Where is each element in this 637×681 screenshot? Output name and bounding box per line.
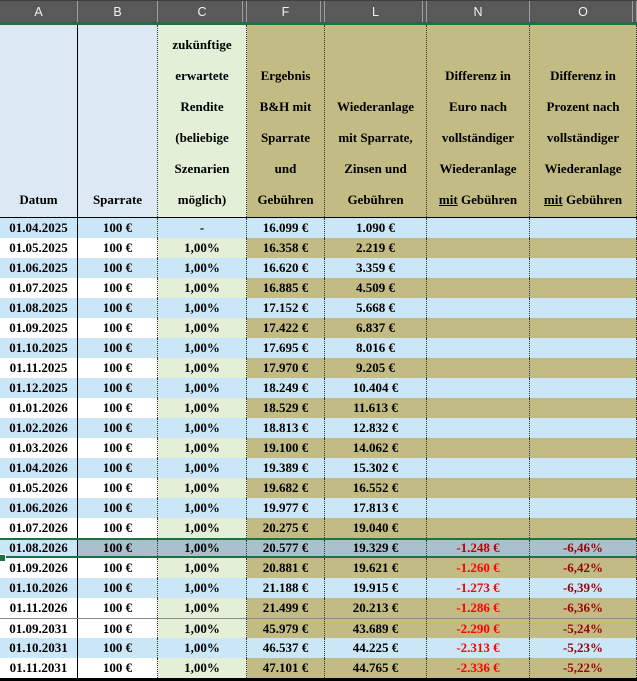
cell-wieder[interactable]: 10.404 € (325, 378, 427, 398)
cell-sparrate[interactable]: 100 € (78, 540, 158, 556)
cell-bh[interactable]: 16.099 € (247, 218, 325, 238)
cell-diff_pct[interactable] (530, 238, 637, 258)
cell-sparrate[interactable]: 100 € (78, 458, 158, 478)
table-row (0, 558, 637, 578)
cell-diff_euro[interactable] (427, 258, 530, 278)
table-row (0, 478, 637, 498)
cell-rendite[interactable]: 1,00% (158, 438, 247, 458)
cell-bh[interactable]: 21.499 € (247, 598, 325, 618)
cell-diff_pct[interactable]: -5,23% (530, 638, 637, 658)
cell-diff_euro[interactable] (427, 398, 530, 418)
cell-sparrate[interactable]: 100 € (78, 398, 158, 418)
cell-datum[interactable]: 01.11.2025 (0, 358, 78, 378)
table-row-selected (0, 538, 637, 558)
cell-bh[interactable]: 47.101 € (247, 658, 325, 678)
cell-diff_pct[interactable] (530, 318, 637, 338)
cell-rendite[interactable]: 1,00% (158, 638, 247, 658)
cell-bh[interactable]: 17.422 € (247, 318, 325, 338)
column-header-bar (0, 0, 637, 25)
table-row (0, 578, 637, 598)
cell-diff_pct[interactable] (530, 458, 637, 478)
table-row (0, 518, 637, 538)
table-row (0, 398, 637, 418)
cell-diff_euro[interactable]: -1.286 € (427, 598, 530, 618)
cell-rendite[interactable]: 1,00% (158, 278, 247, 298)
table-row (0, 218, 637, 238)
cell-rendite[interactable]: 1,00% (158, 540, 247, 556)
header-ergebnis-bh[interactable]: Ergebnis B&H mit Sparrate und Gebühren (247, 25, 325, 217)
cell-wieder[interactable]: 5.668 € (325, 298, 427, 318)
cell-rendite[interactable]: 1,00% (158, 398, 247, 418)
cell-diff_euro[interactable]: -2.336 € (427, 658, 530, 678)
cell-rendite[interactable]: 1,00% (158, 298, 247, 318)
table-row (0, 278, 637, 298)
cell-diff_euro[interactable] (427, 478, 530, 498)
header-differenz-euro[interactable]: Differenz in Euro nach vollständiger Wiederanlage mit Gebühren (427, 25, 530, 217)
cell-rendite[interactable]: 1,00% (158, 338, 247, 358)
cell-diff_pct[interactable]: -5,24% (530, 619, 637, 638)
cell-datum[interactable]: 01.09.2026 (0, 558, 78, 578)
cell-diff_euro[interactable]: -1.260 € (427, 558, 530, 578)
cell-sparrate[interactable]: 100 € (78, 558, 158, 578)
table-row (0, 458, 637, 478)
cell-wieder[interactable]: 16.552 € (325, 478, 427, 498)
cell-wieder[interactable]: 9.205 € (325, 358, 427, 378)
cell-sparrate[interactable]: 100 € (78, 418, 158, 438)
table-row (0, 418, 637, 438)
cell-sparrate[interactable]: 100 € (78, 638, 158, 658)
cell-wieder[interactable]: 4.509 € (325, 278, 427, 298)
cell-sparrate[interactable]: 100 € (78, 518, 158, 538)
cell-rendite[interactable]: 1,00% (158, 378, 247, 398)
table-row (0, 238, 637, 258)
cell-diff_euro[interactable]: -2.290 € (427, 619, 530, 638)
header-differenz-prozent[interactable]: Differenz in Prozent nach vollständiger Wiederanlage mit Gebühren (530, 25, 637, 217)
cell-diff_euro[interactable] (427, 338, 530, 358)
cell-datum[interactable]: 01.06.2025 (0, 258, 78, 278)
cell-rendite[interactable]: 1,00% (158, 478, 247, 498)
cell-rendite[interactable]: 1,00% (158, 238, 247, 258)
column-header-f[interactable]: F (247, 1, 325, 22)
cell-bh[interactable]: 21.188 € (247, 578, 325, 598)
cell-bh[interactable]: 17.970 € (247, 358, 325, 378)
cell-datum[interactable]: 01.03.2026 (0, 438, 78, 458)
cell-diff_euro[interactable] (427, 378, 530, 398)
cell-bh[interactable]: 20.275 € (247, 518, 325, 538)
cell-wieder[interactable]: 44.225 € (325, 638, 427, 658)
cell-diff_euro[interactable] (427, 358, 530, 378)
cell-datum[interactable]: 01.08.2026 (0, 540, 78, 556)
cell-datum[interactable]: 01.11.2031 (0, 658, 78, 678)
cell-rendite[interactable]: 1,00% (158, 518, 247, 538)
cell-datum[interactable]: 01.07.2026 (0, 518, 78, 538)
cell-datum[interactable]: 01.06.2026 (0, 498, 78, 518)
cell-sparrate[interactable]: 100 € (78, 258, 158, 278)
cell-wieder[interactable]: 12.832 € (325, 418, 427, 438)
cell-bh[interactable]: 46.537 € (247, 638, 325, 658)
cell-sparrate[interactable]: 100 € (78, 238, 158, 258)
cell-datum[interactable]: 01.01.2026 (0, 398, 78, 418)
cell-rendite[interactable]: 1,00% (158, 418, 247, 438)
cell-bh[interactable]: 18.529 € (247, 398, 325, 418)
cell-diff_pct[interactable] (530, 478, 637, 498)
cell-diff_euro[interactable]: -1.273 € (427, 578, 530, 598)
cell-datum[interactable]: 01.11.2026 (0, 598, 78, 618)
cell-diff_pct[interactable] (530, 438, 637, 458)
cell-datum[interactable]: 01.04.2025 (0, 218, 78, 238)
header-wiederanlage[interactable]: Wiederanlage mit Sparrate, Zinsen und Gebühren (325, 25, 427, 217)
cell-wieder[interactable]: 19.329 € (325, 540, 427, 556)
cell-wieder[interactable]: 19.915 € (325, 578, 427, 598)
table-row (0, 658, 637, 678)
table-row (0, 338, 637, 358)
cell-diff_euro[interactable] (427, 518, 530, 538)
cell-diff_pct[interactable] (530, 278, 637, 298)
cell-rendite[interactable]: 1,00% (158, 598, 247, 618)
cell-bh[interactable]: 19.682 € (247, 478, 325, 498)
cell-wieder[interactable]: 1.090 € (325, 218, 427, 238)
cell-diff_pct[interactable] (530, 518, 637, 538)
table-header-row (0, 25, 637, 218)
cell-sparrate[interactable]: 100 € (78, 358, 158, 378)
cell-wieder[interactable]: 15.302 € (325, 458, 427, 478)
cell-diff_pct[interactable]: -5,22% (530, 658, 637, 678)
header-sparrate[interactable] (78, 25, 158, 217)
column-header-o[interactable]: O (530, 1, 637, 22)
cell-bh[interactable]: 20.577 € (247, 540, 325, 556)
cell-diff_pct[interactable]: -6,46% (530, 540, 637, 556)
cell-diff_pct[interactable] (530, 338, 637, 358)
cell-bh[interactable]: 16.885 € (247, 278, 325, 298)
cell-wieder[interactable]: 43.689 € (325, 619, 427, 638)
table-row (0, 438, 637, 458)
cell-diff_pct[interactable] (530, 378, 637, 398)
cell-sparrate[interactable]: 100 € (78, 658, 158, 678)
table-row (0, 298, 637, 318)
cell-datum[interactable]: 01.09.2031 (0, 619, 78, 638)
cell-datum[interactable]: 01.05.2026 (0, 478, 78, 498)
table-row (0, 598, 637, 618)
cell-diff_pct[interactable] (530, 418, 637, 438)
cell-bh[interactable]: 18.249 € (247, 378, 325, 398)
cell-bh[interactable]: 19.100 € (247, 438, 325, 458)
cell-diff_pct[interactable] (530, 398, 637, 418)
table-row (0, 358, 637, 378)
cell-wieder[interactable]: 8.016 € (325, 338, 427, 358)
cell-bh[interactable]: 20.881 € (247, 558, 325, 578)
cell-wieder[interactable]: 19.621 € (325, 558, 427, 578)
cell-sparrate[interactable]: 100 € (78, 438, 158, 458)
cell-wieder[interactable]: 6.837 € (325, 318, 427, 338)
cell-sparrate[interactable]: 100 € (78, 338, 158, 358)
header-rendite[interactable]: zukünftige erwartete Rendite (beliebige Szenarien möglich) (158, 25, 247, 217)
cell-diff_pct[interactable] (530, 498, 637, 518)
cell-diff_euro[interactable] (427, 498, 530, 518)
cell-wieder[interactable]: 2.219 € (325, 238, 427, 258)
cell-rendite[interactable]: 1,00% (158, 258, 247, 278)
cell-sparrate[interactable]: 100 € (78, 318, 158, 338)
table-row (0, 618, 637, 638)
cell-datum[interactable]: 01.07.2025 (0, 278, 78, 298)
cell-datum[interactable]: 01.02.2026 (0, 418, 78, 438)
cell-bh[interactable]: 17.152 € (247, 298, 325, 318)
cell-rendite[interactable]: - (158, 218, 247, 238)
cell-datum[interactable]: 01.08.2025 (0, 298, 78, 318)
cell-rendite[interactable]: 1,00% (158, 578, 247, 598)
cell-wieder[interactable]: 19.040 € (325, 518, 427, 538)
cell-wieder[interactable]: 14.062 € (325, 438, 427, 458)
table-row (0, 638, 637, 658)
header-datum-label: Datum (19, 192, 58, 207)
header-datum[interactable] (0, 25, 78, 217)
cell-diff_pct[interactable]: -6,39% (530, 578, 637, 598)
cell-rendite[interactable]: 1,00% (158, 619, 247, 638)
cell-datum[interactable]: 01.10.2026 (0, 578, 78, 598)
cell-datum[interactable]: 01.12.2025 (0, 378, 78, 398)
cell-rendite[interactable]: 1,00% (158, 358, 247, 378)
column-header-a[interactable]: A (0, 1, 78, 22)
selection-fill-handle[interactable] (0, 554, 6, 562)
cell-diff_euro[interactable]: -1.248 € (427, 540, 530, 556)
cell-wieder[interactable]: 17.813 € (325, 498, 427, 518)
cell-bh[interactable]: 16.358 € (247, 238, 325, 258)
cell-bh[interactable]: 18.813 € (247, 418, 325, 438)
cell-diff_pct[interactable]: -6,42% (530, 558, 637, 578)
cell-sparrate[interactable]: 100 € (78, 478, 158, 498)
cell-rendite[interactable]: 1,00% (158, 458, 247, 478)
cell-diff_euro[interactable] (427, 438, 530, 458)
cell-diff_pct[interactable]: -6,36% (530, 598, 637, 618)
cell-sparrate[interactable]: 100 € (78, 298, 158, 318)
cell-datum[interactable]: 01.09.2025 (0, 318, 78, 338)
cell-datum[interactable]: 01.04.2026 (0, 458, 78, 478)
cell-bh[interactable]: 45.979 € (247, 619, 325, 638)
cell-diff_pct[interactable] (530, 258, 637, 278)
cell-sparrate[interactable]: 100 € (78, 498, 158, 518)
table-row (0, 378, 637, 398)
cell-rendite[interactable]: 1,00% (158, 318, 247, 338)
cell-bh[interactable]: 19.977 € (247, 498, 325, 518)
cell-rendite[interactable]: 1,00% (158, 498, 247, 518)
cell-diff_euro[interactable] (427, 278, 530, 298)
cell-diff_pct[interactable] (530, 358, 637, 378)
column-header-l[interactable]: L (325, 1, 427, 22)
cell-bh[interactable]: 19.389 € (247, 458, 325, 478)
cell-diff_euro[interactable] (427, 238, 530, 258)
table-row (0, 318, 637, 338)
cell-sparrate[interactable]: 100 € (78, 378, 158, 398)
cell-rendite[interactable]: 1,00% (158, 558, 247, 578)
cell-bh[interactable]: 16.620 € (247, 258, 325, 278)
cell-diff_pct[interactable] (530, 298, 637, 318)
cell-diff_euro[interactable] (427, 218, 530, 238)
cell-wieder[interactable]: 20.213 € (325, 598, 427, 618)
table-row (0, 258, 637, 278)
cell-datum[interactable]: 01.10.2025 (0, 338, 78, 358)
cell-wieder[interactable]: 11.613 € (325, 398, 427, 418)
column-header-b[interactable]: B (78, 1, 158, 22)
cell-bh[interactable]: 17.695 € (247, 338, 325, 358)
cell-diff_euro[interactable] (427, 418, 530, 438)
cell-diff_euro[interactable]: -2.313 € (427, 638, 530, 658)
column-header-c[interactable]: C (158, 1, 247, 22)
cell-sparrate[interactable]: 100 € (78, 578, 158, 598)
header-sparrate-label: Sparrate (92, 192, 143, 207)
cell-sparrate[interactable]: 100 € (78, 619, 158, 638)
cell-rendite[interactable]: 1,00% (158, 658, 247, 678)
column-header-n[interactable]: N (427, 1, 530, 22)
cell-wieder[interactable]: 44.765 € (325, 658, 427, 678)
cell-sparrate[interactable]: 100 € (78, 598, 158, 618)
cell-datum[interactable]: 01.05.2025 (0, 238, 78, 258)
cell-wieder[interactable]: 3.359 € (325, 258, 427, 278)
cell-sparrate[interactable]: 100 € (78, 218, 158, 238)
cell-diff_pct[interactable] (530, 218, 637, 238)
cell-sparrate[interactable]: 100 € (78, 278, 158, 298)
cell-diff_euro[interactable] (427, 298, 530, 318)
table-body (0, 218, 637, 678)
cell-datum[interactable]: 01.10.2031 (0, 638, 78, 658)
cell-diff_euro[interactable] (427, 318, 530, 338)
table-row (0, 498, 637, 518)
cell-diff_euro[interactable] (427, 458, 530, 478)
